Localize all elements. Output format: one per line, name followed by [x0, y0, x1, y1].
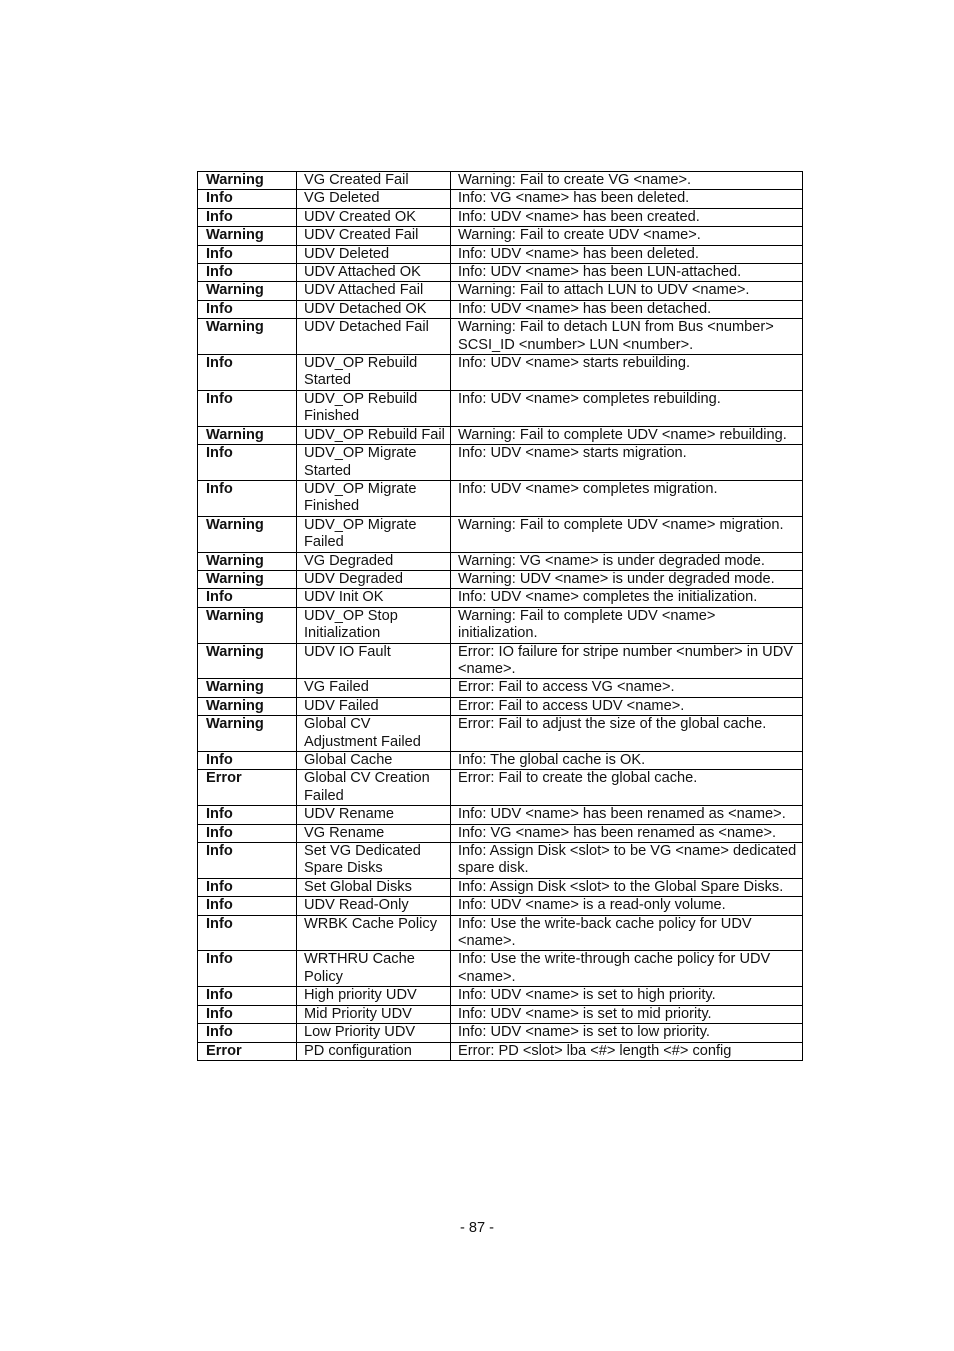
- table-row: [198, 878, 803, 896]
- table-row: [198, 426, 803, 444]
- severity-cell: Info: [198, 208, 297, 226]
- event-message-cell: Info: UDV <name> has been created.: [451, 208, 803, 226]
- table-row: [198, 752, 803, 770]
- event-name-cell: UDV Deleted: [297, 245, 451, 263]
- severity-cell: Warning: [198, 716, 297, 752]
- table-row: [198, 300, 803, 318]
- event-name-cell: WRBK Cache Policy: [297, 915, 451, 951]
- event-message-cell: Warning: Fail to create VG <name>.: [451, 172, 803, 190]
- table-row: [198, 390, 803, 426]
- table-row: [198, 552, 803, 570]
- severity-cell: Warning: [198, 282, 297, 300]
- event-name-cell: PD configuration: [297, 1042, 451, 1060]
- event-name-cell: VG Deleted: [297, 190, 451, 208]
- severity-cell: Info: [198, 355, 297, 391]
- event-name-cell: High priority UDV: [297, 987, 451, 1005]
- table-row: [198, 843, 803, 879]
- severity-cell: Warning: [198, 697, 297, 715]
- event-name-cell: UDV_OP Rebuild Started: [297, 355, 451, 391]
- event-message-cell: Warning: Fail to complete UDV <name> initialization.: [451, 607, 803, 643]
- table-row: [198, 355, 803, 391]
- event-message-cell: Error: Fail to access UDV <name>.: [451, 697, 803, 715]
- event-name-cell: UDV IO Fault: [297, 643, 451, 679]
- event-name-cell: VG Degraded: [297, 552, 451, 570]
- table-row: [198, 643, 803, 679]
- event-name-cell: UDV Read-Only: [297, 897, 451, 915]
- severity-cell: Info: [198, 824, 297, 842]
- severity-cell: Info: [198, 843, 297, 879]
- event-name-cell: VG Failed: [297, 679, 451, 697]
- event-table-body: [198, 172, 803, 1061]
- severity-cell: Info: [198, 480, 297, 516]
- severity-cell: Info: [198, 245, 297, 263]
- severity-cell: Warning: [198, 516, 297, 552]
- event-name-cell: UDV_OP Migrate Finished: [297, 480, 451, 516]
- severity-cell: Warning: [198, 607, 297, 643]
- event-name-cell: UDV_OP Rebuild Fail: [297, 426, 451, 444]
- table-row: [198, 1024, 803, 1042]
- event-message-cell: Error: IO failure for stripe number <number> in UDV <name>.: [451, 643, 803, 679]
- severity-cell: Info: [198, 1024, 297, 1042]
- table-row: [198, 480, 803, 516]
- event-name-cell: Global CV Adjustment Failed: [297, 716, 451, 752]
- severity-cell: Warning: [198, 426, 297, 444]
- event-message-cell: Info: UDV <name> completes the initialization.: [451, 589, 803, 607]
- event-name-cell: UDV_OP Stop Initialization: [297, 607, 451, 643]
- event-message-cell: Warning: VG <name> is under degraded mode.: [451, 552, 803, 570]
- table-row: [198, 190, 803, 208]
- severity-cell: Warning: [198, 227, 297, 245]
- event-name-cell: UDV Init OK: [297, 589, 451, 607]
- event-message-cell: Error: Fail to create the global cache.: [451, 770, 803, 806]
- event-message-cell: Info: Assign Disk <slot> to the Global Spare Disks.: [451, 878, 803, 896]
- event-name-cell: Low Priority UDV: [297, 1024, 451, 1042]
- event-name-cell: UDV Detached Fail: [297, 319, 451, 355]
- table-row: [198, 770, 803, 806]
- event-message-cell: Info: UDV <name> starts rebuilding.: [451, 355, 803, 391]
- table-row: [198, 208, 803, 226]
- event-message-cell: Info: Use the write-through cache policy for UDV <name>.: [451, 951, 803, 987]
- event-name-cell: UDV Attached Fail: [297, 282, 451, 300]
- event-name-cell: UDV Failed: [297, 697, 451, 715]
- severity-cell: Info: [198, 190, 297, 208]
- table-row: [198, 570, 803, 588]
- severity-cell: Warning: [198, 552, 297, 570]
- severity-cell: Warning: [198, 679, 297, 697]
- table-row: [198, 282, 803, 300]
- event-message-cell: Info: The global cache is OK.: [451, 752, 803, 770]
- table-row: [198, 227, 803, 245]
- severity-cell: Info: [198, 752, 297, 770]
- page-number: - 87 -: [459, 1220, 495, 1236]
- table-row: [198, 172, 803, 190]
- event-name-cell: UDV Detached OK: [297, 300, 451, 318]
- severity-cell: Warning: [198, 570, 297, 588]
- severity-cell: Info: [198, 300, 297, 318]
- event-message-cell: Info: UDV <name> is set to mid priority.: [451, 1005, 803, 1023]
- table-row: [198, 445, 803, 481]
- table-row: [198, 897, 803, 915]
- event-message-cell: Info: UDV <name> has been renamed as <name>.: [451, 806, 803, 824]
- event-message-cell: Error: PD <slot> lba <#> length <#> config: [451, 1042, 803, 1060]
- table-row: [198, 607, 803, 643]
- event-message-cell: Info: VG <name> has been deleted.: [451, 190, 803, 208]
- event-name-cell: Global CV Creation Failed: [297, 770, 451, 806]
- event-message-cell: Warning: Fail to create UDV <name>.: [451, 227, 803, 245]
- event-name-cell: UDV Degraded: [297, 570, 451, 588]
- event-message-cell: Info: UDV <name> is set to low priority.: [451, 1024, 803, 1042]
- event-name-cell: Global Cache: [297, 752, 451, 770]
- severity-cell: Info: [198, 264, 297, 282]
- event-name-cell: UDV_OP Rebuild Finished: [297, 390, 451, 426]
- event-name-cell: VG Created Fail: [297, 172, 451, 190]
- table-row: [198, 716, 803, 752]
- event-message-cell: Warning: Fail to attach LUN to UDV <name>.: [451, 282, 803, 300]
- event-message-cell: Info: UDV <name> has been deleted.: [451, 245, 803, 263]
- table-row: [198, 319, 803, 355]
- event-message-cell: Info: Assign Disk <slot> to be VG <name> dedicated spare disk.: [451, 843, 803, 879]
- event-log-table: [197, 171, 803, 1061]
- event-message-cell: Error: Fail to access VG <name>.: [451, 679, 803, 697]
- event-message-cell: Info: UDV <name> is set to high priority.: [451, 987, 803, 1005]
- severity-cell: Info: [198, 987, 297, 1005]
- event-name-cell: UDV_OP Migrate Failed: [297, 516, 451, 552]
- severity-cell: Info: [198, 390, 297, 426]
- event-name-cell: Set Global Disks: [297, 878, 451, 896]
- event-message-cell: Info: UDV <name> completes migration.: [451, 480, 803, 516]
- table-row: [198, 697, 803, 715]
- event-message-cell: Info: UDV <name> has been detached.: [451, 300, 803, 318]
- table-row: [198, 589, 803, 607]
- severity-cell: Warning: [198, 643, 297, 679]
- severity-cell: Warning: [198, 319, 297, 355]
- table-row: [198, 516, 803, 552]
- event-message-cell: Info: Use the write-back cache policy for UDV <name>.: [451, 915, 803, 951]
- event-message-cell: Warning: Fail to complete UDV <name> migration.: [451, 516, 803, 552]
- severity-cell: Info: [198, 806, 297, 824]
- severity-cell: Info: [198, 1005, 297, 1023]
- event-name-cell: UDV Created Fail: [297, 227, 451, 245]
- severity-cell: Info: [198, 951, 297, 987]
- table-row: [198, 1042, 803, 1060]
- severity-cell: Warning: [198, 172, 297, 190]
- event-name-cell: Set VG Dedicated Spare Disks: [297, 843, 451, 879]
- event-name-cell: UDV Rename: [297, 806, 451, 824]
- event-message-cell: Info: UDV <name> starts migration.: [451, 445, 803, 481]
- event-message-cell: Warning: Fail to complete UDV <name> rebuilding.: [451, 426, 803, 444]
- event-name-cell: WRTHRU Cache Policy: [297, 951, 451, 987]
- event-message-cell: Warning: UDV <name> is under degraded mode.: [451, 570, 803, 588]
- table-row: [198, 264, 803, 282]
- event-name-cell: Mid Priority UDV: [297, 1005, 451, 1023]
- severity-cell: Info: [198, 445, 297, 481]
- severity-cell: Info: [198, 878, 297, 896]
- event-name-cell: UDV_OP Migrate Started: [297, 445, 451, 481]
- table-row: [198, 245, 803, 263]
- event-name-cell: UDV Created OK: [297, 208, 451, 226]
- event-name-cell: VG Rename: [297, 824, 451, 842]
- table-row: [198, 679, 803, 697]
- severity-cell: Error: [198, 770, 297, 806]
- severity-cell: Info: [198, 915, 297, 951]
- severity-cell: Info: [198, 589, 297, 607]
- event-message-cell: Info: UDV <name> completes rebuilding.: [451, 390, 803, 426]
- event-message-cell: Warning: Fail to detach LUN from Bus <number> SCSI_ID <number> LUN <number>.: [451, 319, 803, 355]
- table-row: [198, 806, 803, 824]
- table-row: [198, 951, 803, 987]
- event-message-cell: Info: UDV <name> has been LUN-attached.: [451, 264, 803, 282]
- table-row: [198, 915, 803, 951]
- severity-cell: Error: [198, 1042, 297, 1060]
- event-message-cell: Info: UDV <name> is a read-only volume.: [451, 897, 803, 915]
- event-message-cell: Info: VG <name> has been renamed as <name>.: [451, 824, 803, 842]
- event-name-cell: UDV Attached OK: [297, 264, 451, 282]
- table-row: [198, 1005, 803, 1023]
- severity-cell: Info: [198, 897, 297, 915]
- table-row: [198, 987, 803, 1005]
- event-message-cell: Error: Fail to adjust the size of the global cache.: [451, 716, 803, 752]
- table-row: [198, 824, 803, 842]
